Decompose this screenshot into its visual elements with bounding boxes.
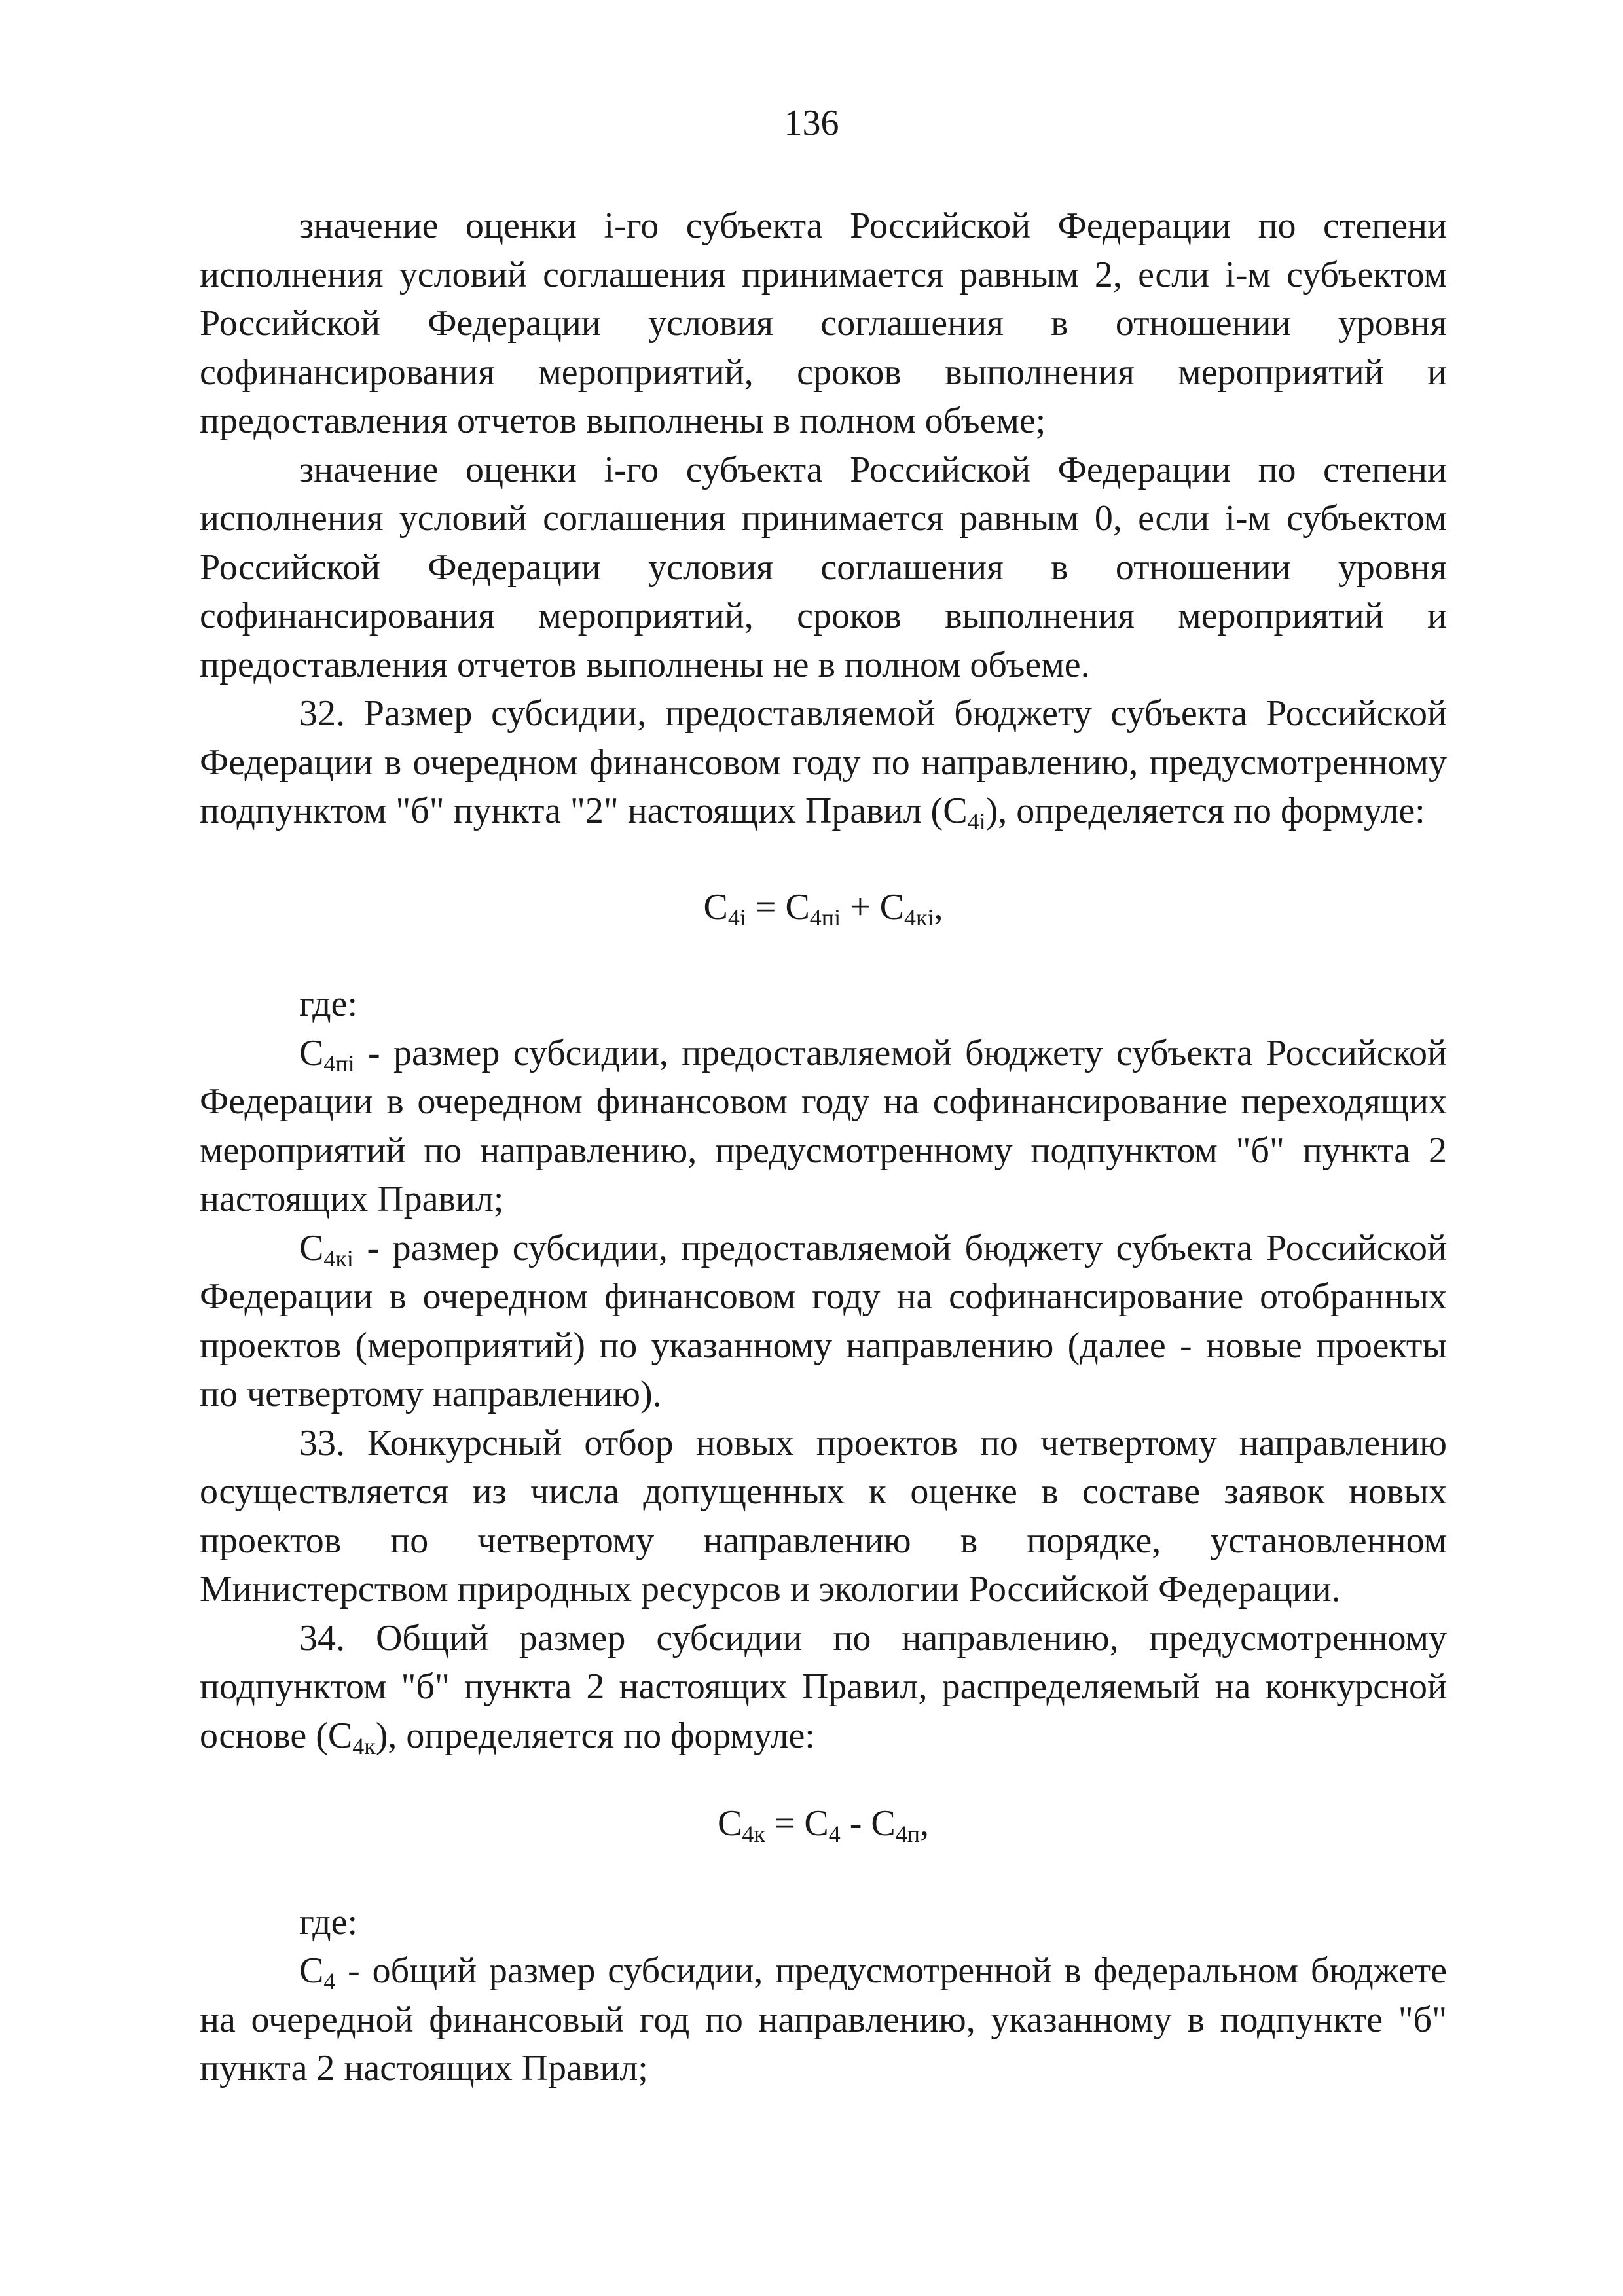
formula-plus: + xyxy=(841,886,880,927)
paragraph-32 xyxy=(200,689,1447,836)
formula-term-2-sub: 4п xyxy=(895,1821,921,1847)
where-label: где: xyxy=(299,1901,358,1943)
definition-subscript: 4 xyxy=(323,1968,336,1994)
formula-term-1-sub: 4пi xyxy=(809,904,841,931)
where-label: где: xyxy=(299,984,358,1024)
paragraph-33: 33. Конкурсный отбор новых проектов по четвертому направлению осуществляется из числа допущенных к оценке в составе заявок новых проектов по четвертому направлению в порядке, установленном Министерством природных ресурсов и экологии Российской Федерации. xyxy=(200,1422,1447,1609)
definition-text: - общий размер субсидии, предусмотренной в федеральном бюджете на очередной финансовый год по направлению, указанному в подпункте "б" пункта 2 настоящих Правил; xyxy=(200,1950,1447,2089)
formula-c4i xyxy=(200,883,1447,932)
paragraph-score-2: значение оценки i-го субъекта Российской Федерации по степени исполнения условий соглашения принимается равным 2, если i-м субъектом Российской Федерации условия соглашения в отношении уровня софинансирования мероприятий, сроков выполнения мероприятий и предоставления отчетов выполнены в полном объеме; xyxy=(200,206,1447,441)
paragraph-score-0: значение оценки i-го субъекта Российской Федерации по степени исполнения условий соглашения принимается равным 0, если i-м субъектом Российской Федерации условия соглашения в отношении уровня софинансирования мероприятий, сроков выполнения мероприятий и предоставления отчетов выполнены не в полном объеме. xyxy=(200,449,1447,685)
definition-symbol: C xyxy=(299,1032,324,1073)
definition-text: - размер субсидии, предоставляемой бюджету субъекта Российской Федерации в очередном финансовом году на софинансирование переходящих мероприятий по направлению, предусмотренному подпунктом "б" пункта 2 настоящих Правил; xyxy=(200,1032,1447,1219)
formula-eq: = xyxy=(765,1803,805,1844)
paragraph-32-text: 32. Размер субсидии, предоставляемой бюджету субъекта Российской Федерации в очередном финансовом году по направлению, предусмотренному подпунктом "б" пункта "2" настоящих Правил ( xyxy=(200,693,1447,831)
formula-lhs: C xyxy=(717,1803,742,1844)
paragraph-34 xyxy=(200,1614,1447,1761)
formula-lhs-sub: 4i xyxy=(727,904,746,931)
definition-c4ki xyxy=(200,1224,1447,1419)
formula-term-2: C xyxy=(871,1803,896,1844)
paragraph-34-end: ), определяется по формуле: xyxy=(375,1715,815,1756)
paragraph-34-text: 34. Общий размер субсидии по направлению, предусмотренному подпунктом "б" пункта 2 настоящих Правил, распределяемый на конкурсной основе ( xyxy=(200,1617,1447,1756)
symbol-c: C xyxy=(327,1715,353,1756)
definition-symbol: C xyxy=(299,1227,324,1268)
page-number: 136 xyxy=(784,103,839,143)
formula-end: , xyxy=(920,1803,930,1844)
formula-end: , xyxy=(934,886,943,927)
definition-subscript: 4пi xyxy=(323,1050,355,1077)
definition-c4 xyxy=(200,1946,1447,2093)
formula-term-1: C xyxy=(785,886,810,927)
symbol-c: C xyxy=(943,791,968,831)
formula-eq: = xyxy=(746,886,786,927)
definition-c4pi xyxy=(200,1029,1447,1224)
paragraph-32-end: ), определяется по формуле: xyxy=(985,791,1425,831)
formula-lhs-sub: 4к xyxy=(742,1821,765,1847)
formula-term-2-sub: 4кi xyxy=(904,904,934,931)
formula-lhs: C xyxy=(703,886,728,927)
document-body xyxy=(200,202,1447,2093)
symbol-subscript: 4i xyxy=(967,808,986,834)
definition-subscript: 4кi xyxy=(323,1245,354,1272)
formula-minus: - xyxy=(840,1803,871,1844)
formula-c4k xyxy=(200,1799,1447,1848)
symbol-subscript: 4к xyxy=(352,1732,376,1759)
formula-term-2: C xyxy=(879,886,905,927)
definition-text: - размер субсидии, предоставляемой бюджету субъекта Российской Федерации в очередном финансовом году на софинансирование отобранных проектов (мероприятий) по указанному направлению (далее - новые проекты по четвертому направлению). xyxy=(200,1227,1447,1414)
formula-term-1: C xyxy=(804,1803,829,1844)
definition-symbol: C xyxy=(299,1950,324,1991)
formula-term-1-sub: 4 xyxy=(828,1821,841,1847)
